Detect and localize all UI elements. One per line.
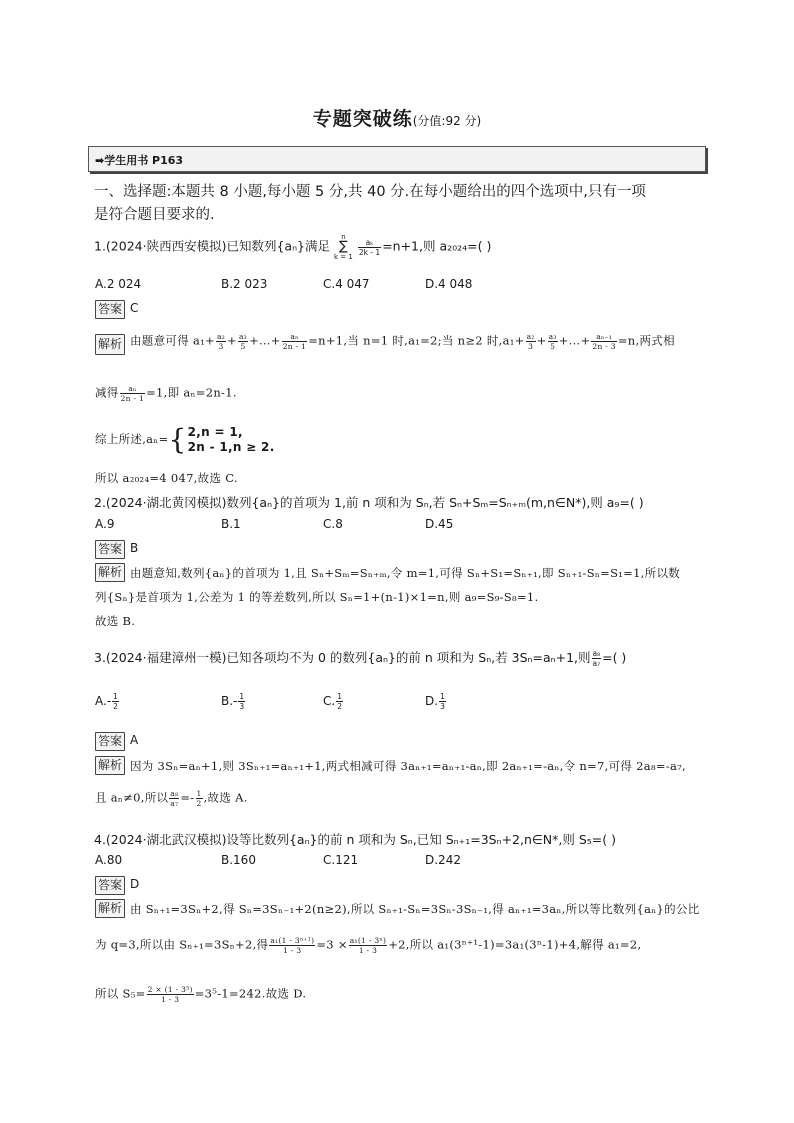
frac bbox=[120, 384, 145, 403]
option-prefix: B.- bbox=[221, 694, 238, 708]
text: ,故选 A. bbox=[203, 790, 248, 805]
frac-num: aₖ bbox=[358, 238, 381, 248]
frac-den: 3 bbox=[440, 702, 445, 711]
q3-option-c[interactable] bbox=[323, 692, 344, 711]
q1-analysis-line4: 所以 a₂₀₂₄=4 047,故选 C. bbox=[95, 471, 238, 485]
frac bbox=[169, 789, 179, 808]
q2-analysis-line2: 列{Sₙ}是首项为 1,公差为 1 的等差数列,所以 Sₙ=1+(n-1)×1=n,则 a₉=S₉-S₈=1. bbox=[95, 590, 539, 604]
text: +…+ bbox=[558, 333, 591, 348]
frac-den: a₇ bbox=[170, 799, 179, 808]
q3-analysis-tag: 解析 bbox=[95, 756, 125, 775]
frac-den: 2 bbox=[113, 702, 118, 711]
frac-num: 1 bbox=[337, 692, 342, 701]
frac bbox=[439, 692, 446, 711]
q2-option-c[interactable]: C.8 bbox=[323, 517, 343, 531]
q1-analysis-line1 bbox=[130, 332, 675, 351]
frac-num: 1 bbox=[196, 789, 202, 798]
frac-den: 2k - 1 bbox=[358, 247, 381, 257]
text: =( ) bbox=[602, 650, 627, 665]
q1-stem-text: 1.(2024·陕西西安模拟)已知数列{aₙ}满足 bbox=[94, 238, 331, 254]
q4-option-a[interactable]: A.80 bbox=[95, 853, 123, 867]
q4-option-d[interactable]: D.242 bbox=[425, 853, 461, 867]
q4-analysis-line3 bbox=[95, 985, 306, 1004]
q4-analysis-tag: 解析 bbox=[95, 899, 125, 918]
frac-num: a₂ bbox=[216, 332, 226, 341]
frac-num: a₈ bbox=[592, 649, 601, 658]
frac bbox=[112, 692, 119, 711]
case-2: 2n - 1,n ≥ 2. bbox=[187, 440, 275, 454]
text: =n+1,当 n=1 时,a₁=2;当 n≥2 时,a₁+ bbox=[308, 333, 525, 348]
q1-option-c[interactable]: C.4 047 bbox=[323, 277, 370, 291]
text: 且 aₙ≠0,所以 bbox=[95, 790, 169, 805]
frac bbox=[269, 936, 315, 955]
page-title bbox=[0, 104, 794, 131]
frac bbox=[282, 332, 307, 351]
text: 由题意可得 a₁+ bbox=[130, 333, 215, 348]
section-heading-line2: 是符合题目要求的. bbox=[94, 207, 215, 223]
frac-den: 1 - 3 bbox=[358, 946, 378, 955]
text: =1,即 aₙ=2n-1. bbox=[146, 385, 237, 400]
q1-analysis-tag: 解析 bbox=[95, 334, 125, 355]
q1-option-d[interactable]: D.4 048 bbox=[425, 277, 473, 291]
title-main: 专题突破练 bbox=[312, 108, 413, 130]
frac bbox=[216, 332, 226, 351]
text: +…+ bbox=[249, 333, 281, 348]
q2-answer-tag: 答案 bbox=[95, 540, 125, 559]
frac-num: aₙ₋₁ bbox=[591, 332, 616, 342]
frac bbox=[336, 692, 343, 711]
frac-num: 2 × (1 - 3⁵) bbox=[147, 985, 193, 994]
q4-answer-tag: 答案 bbox=[95, 876, 125, 895]
frac-num: a₃ bbox=[548, 332, 557, 341]
frac bbox=[238, 692, 245, 711]
frac-num: a₃ bbox=[238, 332, 248, 341]
text: =- bbox=[180, 790, 195, 805]
frac bbox=[592, 649, 602, 668]
frac-den: 3 bbox=[218, 342, 224, 351]
frac-den: 1 - 3 bbox=[283, 946, 302, 955]
q3-option-a[interactable] bbox=[95, 692, 120, 711]
frac-num: aₙ bbox=[282, 332, 307, 342]
frac bbox=[147, 985, 194, 1004]
q1-analysis-line2 bbox=[95, 384, 237, 403]
q1-stem-tail: =n+1,则 a₂₀₂₄=( ) bbox=[382, 238, 492, 254]
q1-answer-tag: 答案 bbox=[95, 300, 125, 319]
sigma-glyph: ∑ bbox=[339, 239, 348, 254]
frac bbox=[349, 936, 387, 955]
frac bbox=[238, 332, 248, 351]
frac bbox=[548, 332, 558, 351]
text: =n,两式相 bbox=[617, 333, 675, 348]
frac-den: 5 bbox=[550, 342, 556, 351]
frac bbox=[526, 332, 536, 351]
frac-den: a₇ bbox=[592, 659, 601, 668]
q1-option-b[interactable]: B.2 023 bbox=[221, 277, 268, 291]
frac-den: 2n - 3 bbox=[592, 342, 616, 351]
q1-fraction bbox=[358, 238, 381, 257]
text: 减得 bbox=[95, 385, 119, 400]
frac-den: 2n - 1 bbox=[120, 394, 145, 403]
q4-option-c[interactable]: C.121 bbox=[323, 853, 359, 867]
title-score-note: (分值:92 分) bbox=[412, 114, 482, 128]
brace-glyph: { bbox=[168, 423, 187, 456]
frac-den: 3 bbox=[239, 702, 245, 711]
text: 为 q=3,所以由 Sₙ₊₁=3Sₙ+2,得 bbox=[95, 937, 269, 952]
text: 综上所述,aₙ= bbox=[95, 432, 169, 446]
sum-upper: n bbox=[341, 233, 346, 241]
frac-den: 3 bbox=[528, 342, 534, 351]
text: + bbox=[536, 333, 547, 348]
sum-symbol bbox=[334, 233, 353, 261]
q2-analysis-line3: 故选 B. bbox=[95, 614, 136, 628]
q3-stem bbox=[94, 648, 626, 668]
section-heading-line1: 一、选择题:本题共 8 小题,每小题 5 分,共 40 分.在每小题给出的四个选项中,只有一项 bbox=[94, 184, 646, 200]
q2-option-b[interactable]: B.1 bbox=[221, 517, 241, 531]
frac-num: 1 bbox=[113, 692, 118, 701]
frac-den: 2n - 1 bbox=[282, 342, 307, 351]
q2-option-d[interactable]: D.45 bbox=[425, 517, 454, 531]
q1-option-a[interactable]: A.2 024 bbox=[95, 277, 142, 291]
text: +2,所以 a₁(3ⁿ⁺¹-1)=3a₁(3ⁿ-1)+4,解得 a₁=2, bbox=[388, 937, 642, 952]
q4-analysis-line1: 由 Sₙ₊₁=3Sₙ+2,得 Sₙ=3Sₙ₋₁+2(n≥2),所以 Sₙ₊₁-Sₙ=3Sₙ-3Sₙ₋₁,得 aₙ₊₁=3aₙ,所以等比数列{aₙ}的公比 bbox=[130, 902, 700, 916]
text: =3 × bbox=[316, 937, 348, 952]
q3-analysis-line2 bbox=[95, 789, 248, 808]
frac-num: a₁(1 - 3ⁿ⁺¹) bbox=[270, 936, 315, 945]
q4-answer-value: D bbox=[130, 877, 140, 891]
frac-den: 2 bbox=[337, 702, 342, 711]
q2-analysis-line1: 由题意知,数列{aₙ}的首项为 1,且 Sₙ+Sₘ=Sₙ₊ₘ,令 m=1,可得 Sₙ+S₁=Sₙ₊₁,即 Sₙ₊₁-Sₙ=S₁=1,所以数 bbox=[130, 566, 681, 580]
q2-analysis-tag: 解析 bbox=[95, 563, 125, 582]
frac bbox=[591, 332, 616, 351]
option-prefix: A.- bbox=[95, 694, 112, 708]
text: + bbox=[227, 333, 237, 348]
text: 3.(2024·福建漳州一模)已知各项均不为 0 的数列{aₙ}的前 n 项和为 Sₙ,若 3Sₙ=aₙ+1,则 bbox=[94, 650, 591, 665]
frac-den: 2 bbox=[196, 799, 202, 808]
frac-num: aₙ bbox=[120, 384, 145, 394]
frac bbox=[196, 789, 203, 808]
q2-answer-value: B bbox=[130, 541, 139, 555]
sum-lower: k = 1 bbox=[334, 253, 353, 261]
q4-option-b[interactable]: B.160 bbox=[221, 853, 256, 867]
q2-option-a[interactable]: A.9 bbox=[95, 517, 115, 531]
q4-stem: 4.(2024·湖北武汉模拟)设等比数列{aₙ}的前 n 项和为 Sₙ,已知 Sₙ₊₁=3Sₙ+2,n∈N*,则 S₅=( ) bbox=[94, 832, 616, 847]
student-book-bar bbox=[88, 146, 706, 172]
q1-answer-value: C bbox=[130, 301, 139, 315]
piecewise-cases bbox=[188, 425, 275, 455]
q3-option-b[interactable] bbox=[221, 692, 246, 711]
case-1: 2,n = 1, bbox=[187, 425, 243, 439]
frac-num: a₂ bbox=[526, 332, 535, 341]
student-book-label: ➡学生用书 P163 bbox=[95, 154, 184, 167]
q3-answer-tag: 答案 bbox=[95, 732, 125, 751]
q3-answer-value: A bbox=[130, 733, 139, 747]
frac-num: 1 bbox=[440, 692, 445, 701]
frac-den: 1 - 3 bbox=[160, 995, 180, 1004]
frac-num: 1 bbox=[239, 692, 245, 701]
q2-stem: 2.(2024·湖北黄冈模拟)数列{aₙ}的首项为 1,前 n 项和为 Sₙ,若 Sₙ+Sₘ=Sₙ₊ₘ(m,n∈N*),则 a₉=( ) bbox=[94, 495, 644, 510]
frac-num: a₁(1 - 3ⁿ) bbox=[349, 936, 387, 945]
q4-analysis-line2 bbox=[95, 936, 641, 955]
text: =3⁵-1=242.故选 D. bbox=[194, 986, 307, 1001]
option-prefix: D. bbox=[425, 694, 439, 708]
q3-option-d[interactable] bbox=[425, 692, 447, 711]
text: 所以 S₅= bbox=[95, 986, 146, 1001]
frac-den: 5 bbox=[240, 342, 246, 351]
q3-analysis-line1: 因为 3Sₙ=aₙ+1,则 3Sₙ₊₁=aₙ₊₁+1,两式相减可得 3aₙ₊₁=aₙ₊₁-aₙ,即 2aₙ₊₁=-aₙ,令 n=7,可得 2a₈=-a₇, bbox=[130, 759, 687, 773]
option-prefix: C. bbox=[323, 694, 336, 708]
frac-num: a₈ bbox=[170, 789, 179, 798]
q1-analysis-line3 bbox=[95, 425, 275, 455]
q1-stem bbox=[94, 233, 491, 261]
